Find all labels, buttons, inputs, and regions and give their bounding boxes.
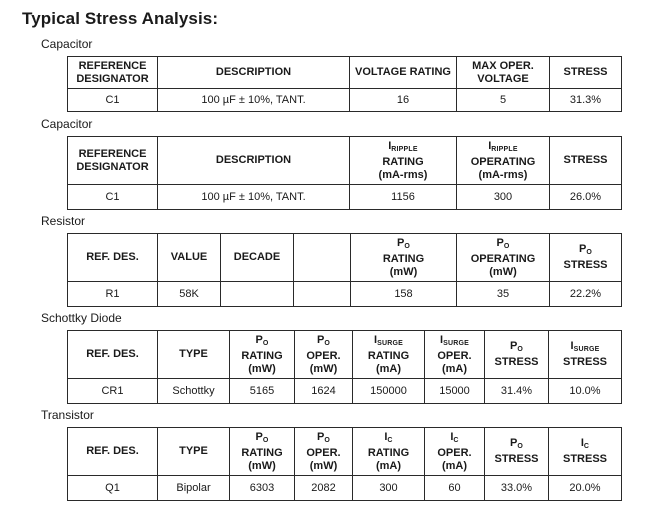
header-line: STRESS — [494, 356, 539, 368]
col-header-po-stress — [550, 234, 622, 282]
symbol: I — [450, 430, 454, 443]
header-line: RATING — [382, 252, 425, 265]
cell-po-stress: 31.4% — [485, 379, 549, 404]
transistor-table — [67, 427, 622, 501]
symbol: P — [317, 430, 325, 443]
cell-iripple-rating: 1156 — [350, 185, 457, 210]
col-header-stress: STRESS — [550, 137, 622, 185]
cell-po-stress: 22.2% — [550, 282, 622, 307]
col-header-description: DESCRIPTION — [158, 137, 350, 185]
col-header-iripple-rating — [350, 137, 457, 185]
col-header-po-oper — [295, 428, 353, 476]
subscript: O — [324, 339, 330, 347]
header-line: OPER. — [437, 446, 472, 459]
header-unit: (mW) — [489, 265, 517, 278]
cell-ref: R1 — [68, 282, 158, 307]
header-line: RATING — [382, 155, 424, 168]
symbol: I — [570, 340, 574, 352]
header-line: STRESS — [494, 453, 539, 465]
symbol: P — [317, 333, 325, 346]
col-header-po-rating — [230, 331, 295, 379]
col-header-stress: STRESS — [550, 57, 622, 89]
cell-type: Schottky — [158, 379, 230, 404]
symbol: I — [374, 333, 378, 346]
symbol: I — [580, 437, 584, 449]
symbol: P — [496, 236, 504, 249]
cell-po-oper: 1624 — [295, 379, 353, 404]
col-header-po-rating — [351, 234, 457, 282]
cell-isurge-oper: 15000 — [425, 379, 485, 404]
subscript: O — [503, 242, 510, 250]
header-unit: (mA) — [375, 362, 402, 375]
section-label-resistor: Resistor — [41, 214, 86, 228]
col-header-decade: DECADE — [221, 234, 294, 282]
subscript: O — [324, 436, 330, 444]
subscript: O — [586, 249, 592, 256]
col-header-ic-stress — [549, 428, 622, 476]
header-line: OPERATING — [470, 252, 536, 265]
subscript: SURGE — [443, 339, 469, 347]
cell-iripple-operating: 300 — [457, 185, 550, 210]
col-header-reference-designator: REFERENCE DESIGNATOR — [68, 57, 158, 89]
header-line: OPER. — [437, 349, 472, 362]
col-header-po-stress — [485, 428, 549, 476]
cell-stress: 31.3% — [550, 89, 622, 112]
header-unit: (mW) — [309, 362, 338, 375]
symbol: I — [388, 139, 392, 152]
header-unit: (mA) — [441, 362, 468, 375]
cell-isurge-rating: 150000 — [353, 379, 425, 404]
symbol: P — [255, 430, 263, 443]
cell-description: 100 µF ± 10%, TANT. — [158, 89, 350, 112]
col-header-voltage-rating: VOLTAGE RATING — [350, 57, 457, 89]
table-header-row — [68, 428, 622, 476]
col-header-po-operating — [457, 234, 550, 282]
col-header-value: VALUE — [158, 234, 221, 282]
cell-ic-rating: 300 — [353, 476, 425, 501]
header-line: OPER. — [306, 349, 341, 362]
header-unit: (mA) — [375, 459, 402, 472]
cell-ic-oper: 60 — [425, 476, 485, 501]
col-header-type: TYPE — [158, 331, 230, 379]
cell-ic-stress: 20.0% — [549, 476, 622, 501]
header-unit: (mW) — [248, 362, 276, 375]
subscript: C — [387, 436, 393, 444]
col-header-po-stress — [485, 331, 549, 379]
col-header-blank — [294, 234, 351, 282]
symbol: P — [255, 333, 263, 346]
header-unit: (mA) — [441, 459, 468, 472]
capacitor-ripple-table — [67, 136, 622, 210]
table-row — [68, 476, 622, 501]
header-line: RATING — [367, 349, 410, 362]
subscript: O — [517, 443, 523, 450]
header-line: RATING — [241, 349, 283, 362]
header-line: RATING — [367, 446, 410, 459]
header-unit: (mW) — [389, 265, 418, 278]
col-header-ref-des: REF. DES. — [68, 428, 158, 476]
col-header-po-oper — [295, 331, 353, 379]
table-row — [68, 282, 622, 307]
table-header-row — [68, 331, 622, 379]
cell-po-oper: 2082 — [295, 476, 353, 501]
cell-ref: Q1 — [68, 476, 158, 501]
col-header-reference-designator: REFERENCE DESIGNATOR — [68, 137, 158, 185]
section-label-capacitor-voltage: Capacitor — [41, 37, 93, 51]
symbol: I — [488, 139, 492, 152]
table-row — [68, 379, 622, 404]
symbol: P — [579, 243, 587, 255]
cell-decade — [221, 282, 294, 307]
cell-stress: 26.0% — [550, 185, 622, 210]
subscript: RIPPLE — [391, 145, 418, 153]
cell-voltage-rating: 16 — [350, 89, 457, 112]
section-label-capacitor-ripple: Capacitor — [41, 117, 93, 131]
resistor-table — [67, 233, 622, 307]
symbol: P — [510, 340, 518, 352]
table-row — [68, 89, 622, 112]
header-line: RATING — [241, 446, 283, 459]
col-header-isurge-rating — [353, 331, 425, 379]
cell-po-stress: 33.0% — [485, 476, 549, 501]
symbol: P — [510, 437, 518, 449]
symbol: I — [384, 430, 388, 443]
header-line: OPER. — [306, 446, 341, 459]
page-title: Typical Stress Analysis: — [22, 9, 219, 28]
subscript: C — [583, 443, 590, 450]
cell-isurge-stress: 10.0% — [549, 379, 622, 404]
cell-po-rating: 158 — [351, 282, 457, 307]
col-header-isurge-oper — [425, 331, 485, 379]
col-header-ref-des: REF. DES. — [68, 331, 158, 379]
header-unit: (mA-rms) — [478, 168, 528, 181]
header-unit: (mA-rms) — [378, 168, 428, 181]
header-line: STRESS — [562, 356, 607, 368]
col-header-description: DESCRIPTION — [158, 57, 350, 89]
subscript: O — [262, 339, 269, 347]
subscript: O — [262, 436, 269, 444]
cell-ref: C1 — [68, 89, 158, 112]
header-unit: (mW) — [309, 459, 338, 472]
header-line: OPERATING — [470, 155, 536, 168]
cell-description: 100 µF ± 10%, TANT. — [158, 185, 350, 210]
subscript: O — [404, 242, 410, 250]
subscript: O — [517, 346, 523, 353]
header-line: STRESS — [563, 259, 608, 271]
col-header-ic-rating — [353, 428, 425, 476]
cell-po-rating: 6303 — [230, 476, 295, 501]
cell-type: Bipolar — [158, 476, 230, 501]
cell-blank — [294, 282, 351, 307]
col-header-type: TYPE — [158, 428, 230, 476]
col-header-isurge-stress — [549, 331, 622, 379]
section-label-transistor: Transistor — [41, 408, 94, 422]
section-label-schottky-diode: Schottky Diode — [41, 311, 122, 325]
col-header-po-rating — [230, 428, 295, 476]
subscript: C — [453, 436, 459, 444]
subscript: RIPPLE — [491, 145, 518, 153]
cell-ref: C1 — [68, 185, 158, 210]
table-row — [68, 185, 622, 210]
cell-po-rating: 5165 — [230, 379, 295, 404]
subscript: SURGE — [573, 346, 600, 353]
table-header-row — [68, 57, 622, 89]
header-line: STRESS — [562, 453, 607, 465]
header-unit: (mW) — [248, 459, 276, 472]
cell-po-operating: 35 — [457, 282, 550, 307]
col-header-max-oper-voltage: MAX OPER. VOLTAGE — [457, 57, 550, 89]
schottky-diode-table — [67, 330, 622, 404]
table-header-row — [68, 137, 622, 185]
cell-value: 58K — [158, 282, 221, 307]
col-header-ref-des: REF. DES. — [68, 234, 158, 282]
col-header-ic-oper — [425, 428, 485, 476]
cell-max-oper-voltage: 5 — [457, 89, 550, 112]
symbol: P — [397, 236, 405, 249]
col-header-iripple-operating — [457, 137, 550, 185]
table-header-row — [68, 234, 622, 282]
symbol: I — [440, 333, 444, 346]
capacitor-voltage-table — [67, 56, 622, 112]
cell-ref: CR1 — [68, 379, 158, 404]
subscript: SURGE — [377, 339, 403, 347]
